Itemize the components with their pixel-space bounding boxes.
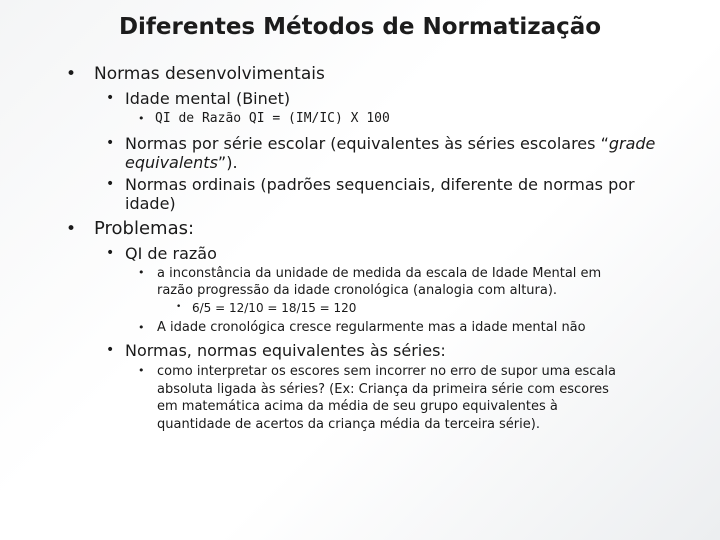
bullet-glyph: •	[138, 364, 145, 377]
bullet-glyph: •	[138, 112, 145, 125]
bullet-glyph: •	[106, 135, 115, 151]
bullet-glyph: •	[106, 245, 115, 261]
bullet-text: A idade cronológica cresce regularmente mas a idade mental não	[157, 320, 586, 335]
bullet-glyph: •	[66, 64, 77, 84]
slide-title: Diferentes Métodos de Normatização	[118, 14, 602, 40]
text-line: razão progressão da idade cronológica (analogia com altura).	[157, 283, 558, 298]
text-line: em matemática acima da média de seu grupo equivalentes à	[157, 399, 558, 414]
bullet-glyph: •	[138, 321, 145, 334]
bullet-text: Normas desenvolvimentais	[94, 64, 325, 84]
text-line: como interpretar os escores sem incorrer no erro de supor uma escala	[157, 364, 616, 379]
text-emphasis: grade	[608, 134, 656, 153]
bullet-text	[157, 265, 601, 299]
bullet-text: Idade mental (Binet)	[125, 89, 291, 108]
bullet-text	[125, 175, 635, 213]
bullet-glyph: •	[66, 219, 77, 239]
text-line: Normas ordinais (padrões sequenciais, diferente de normas por	[125, 175, 635, 194]
bullet-text: QI de Razão QI = (IM/IC) X 100	[155, 111, 390, 126]
text-line: absoluta ligada às séries? (Ex: Criança da primeira série com escores	[157, 381, 609, 397]
bullet-text: QI de razão	[125, 244, 217, 263]
bullet-text: Problemas:	[94, 218, 195, 239]
text-segment: Normas por série escolar (equivalentes às séries escolares “	[125, 134, 609, 153]
bullet-glyph: •	[106, 90, 115, 106]
bullet-text: Normas, normas equivalentes às séries:	[125, 341, 446, 360]
text-line: quantidade de acertos da criança média da terceira série).	[157, 416, 540, 432]
bullet-text: 6/5 = 12/10 = 18/15 = 120	[192, 301, 357, 315]
text-emphasis: equivalents	[125, 153, 218, 172]
bullet-glyph: •	[106, 342, 115, 358]
bullet-text	[157, 363, 616, 433]
bullet-text	[125, 134, 655, 172]
text-line: a inconstância da unidade de medida da escala de Idade Mental em	[157, 266, 602, 281]
text-segment: ”).	[217, 153, 238, 172]
bullet-glyph: •	[176, 302, 182, 312]
text-line: idade)	[125, 194, 176, 213]
bullet-glyph: •	[106, 176, 115, 192]
bullet-glyph: •	[138, 266, 145, 279]
